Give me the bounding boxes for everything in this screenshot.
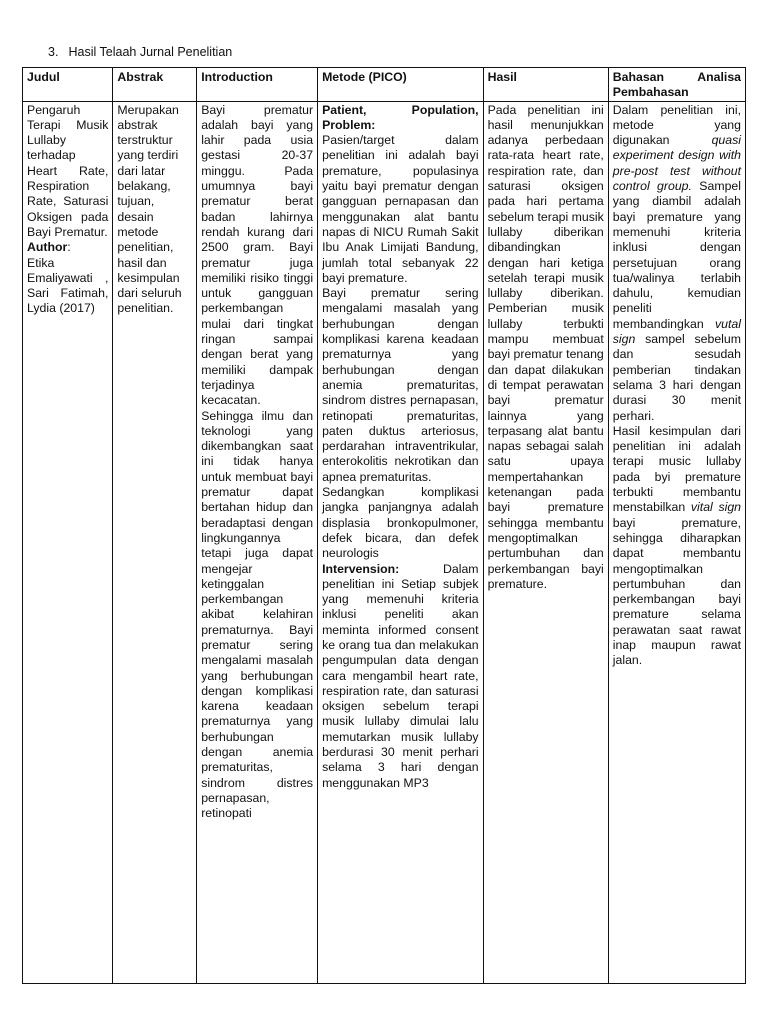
header-judul: Judul — [23, 68, 113, 102]
bahasan-p2-text-a: Hasil kesimpulan dari penelitian ini adalah terapi music lullaby pada byi premature terbukti membantu menstabilkan — [612, 423, 741, 515]
cell-hasil — [483, 101, 608, 983]
author-label: Author — [27, 240, 68, 255]
author-names: Etika Emaliyawati , Sari Fatimah, Lydia (2017) — [27, 255, 109, 316]
pico-text-3: Sedangkan komplikasi jangka panjangnya adalah displasia bronkopulmoner, defek bicara, dan defek neurologis — [322, 485, 479, 561]
intervension-text: Dalam penelitian ini Setiap subjek yang memenuhi kriteria inklusi peneliti akan meminta informed consent ke orang tua dan melakukan pengumpulan data dengan cara mengambil heart rate, respiration rate, dan saturasi oksigen sebelum terapi musik lullaby dimulai lalu memutarkan musik lullaby berdurasi 30 menit perhari selama 3 hari dengan menggunakan MP3 — [322, 561, 479, 790]
header-bahasan: Bahasan Analisa Pembahasan — [608, 68, 745, 102]
cell-introduction — [197, 101, 318, 983]
header-metode: Metode (PICO) — [318, 68, 484, 102]
bahasan-p1-text-b: Sampel yang diambil adalah bayi premature yang memenuhi kriteria inklusi dengan persetujuan orang tua/walinya terlabih dahulu, kemudian peneliti membandingkan — [612, 179, 741, 331]
cell-judul — [23, 101, 113, 983]
pico-label: Patient, Population, Problem: — [322, 102, 479, 132]
cell-metode — [318, 101, 484, 983]
bahasan-p1-italic: quasi experiment design with pre-post test without control group. — [612, 133, 741, 194]
abstrak-text: Merupakan abstrak terstruktur yang terdiri dari latar belakang, tujuan, desain metode penelitian, hasil dan kesimpulan dari seluruh penelitian. — [117, 102, 182, 316]
intervension-paragraph — [322, 562, 479, 791]
header-introduction: Introduction — [197, 68, 318, 102]
section-title: Hasil Telaah Jurnal Penelitian — [68, 45, 233, 59]
bahasan-p1-text-c: sampel sebelum dan sesudah pemberian tindakan selama 3 hari dengan durasi 30 menit perhari. — [612, 332, 741, 423]
hasil-text: Pada penelitian ini hasil menunjukkan adanya perbedaan rata-rata heart rate, respiration rate, dan saturasi oksigen pada hari pertama sebelum terapi musik lullaby diberikan dibandingkan dengan hari ketiga setelah terapi musik lullaby diberikan. Pemberian musik lullaby terbukti mampu membuat bayi prematur tenang dan dapat dilakukan di tempat perawatan bayi prematur lainnya yang terpasang alat bantu napas sebagai salah satu upaya mempertahankan ketenangan pada bayi premature sehingga membantu mengoptimalkan pertumbuhan dan perkembangan bayi premature. — [487, 102, 604, 591]
journal-review-table — [22, 67, 746, 984]
bahasan-paragraph-2 — [613, 424, 741, 669]
journal-title: Pengaruh Terapi Musik Lullaby terhadap Heart Rate, Respiration Rate, Saturasi Oksigen pada Bayi Prematur. — [27, 102, 109, 239]
author-colon: : — [67, 240, 71, 255]
header-abstrak: Abstrak — [113, 68, 197, 102]
table-header-row — [23, 68, 746, 102]
bahasan-paragraph-1 — [613, 103, 741, 424]
section-number: 3. — [48, 45, 59, 59]
intervension-label: Intervension: — [322, 561, 400, 576]
author-line — [27, 240, 108, 255]
table-row — [23, 101, 746, 983]
header-hasil: Hasil — [483, 68, 608, 102]
cell-bahasan — [608, 101, 745, 983]
pico-text: Pasien/target dalam penelitian ini adalah bayi premature, populasinya yaitu bayi prematur dengan gangguan pernapasan dan menggunakan alat bantu napas di NICU Rumah Sakit Ibu Anak Limijati Bandung, jumlah total sebanyak 22 bayi premature. — [322, 133, 479, 285]
bahasan-p2-italic: vital sign — [690, 500, 741, 515]
section-heading — [48, 44, 232, 60]
pico-text-2: Bayi prematur sering mengalami masalah yang berhubungan dengan komplikasi karena keadaan prematurnya yang berhubungan dengan anemia prematuritas, sindrom distres pernapasan, retinopati prematuritas, paten duktus arteriosus, perdarahan intraventrikular, enterokolitis nekrotikan dan apnea prematuritas. — [322, 286, 479, 484]
bahasan-p1-italic-2: vutal sign — [612, 316, 741, 347]
bahasan-p2-text-b: bayi premature, sehingga diharapkan dapat membantu mengoptimalkan pertumbuhan dan perkembangan bayi premature selama perawatan saat rawat inap maupun rawat jalan. — [612, 515, 741, 668]
introduction-text: Bayi prematur adalah bayi yang lahir pada usia gestasi 20-37 minggu. Pada umumnya bayi prematur berat badan lahirnya rendah kurang dari 2500 gram. Bayi prematur juga memiliki risiko tinggi untuk gangguan perkembangan mulai dari tingkat ringan sampai dengan berat yang memiliki dampak terjadinya kecacatan. Sehingga ilmu dan teknologi yang dikembangkan saat ini tidak hanya untuk membuat bayi prematur dapat bertahan hidup dan beradaptasi dengan lingkungannya tetapi juga dapat mengejar ketinggalan perkembangan akibat kelahiran prematurnya. Bayi prematur sering mengalami masalah yang berhubungan dengan komplikasi karena keadaan prematurnya yang berhubungan dengan anemia prematuritas, sindrom distres pernapasan, retinopati — [201, 102, 314, 821]
cell-abstrak — [113, 101, 197, 983]
bahasan-p1-text-a: Dalam penelitian ini, metode yang digunakan — [612, 102, 741, 148]
